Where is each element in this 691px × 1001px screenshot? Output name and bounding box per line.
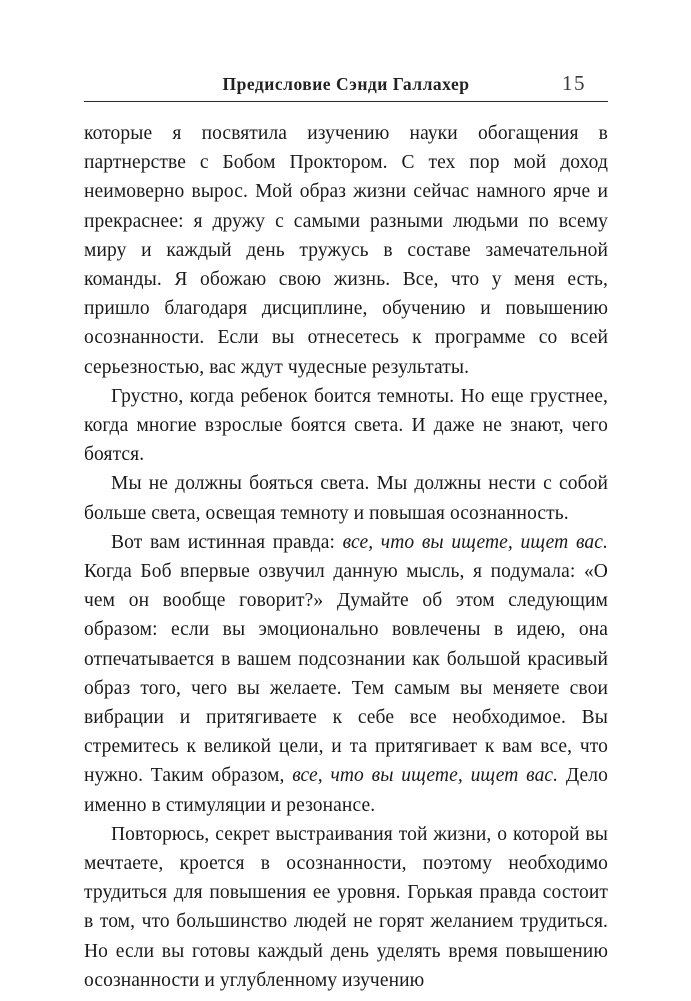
header-rule xyxy=(84,101,608,102)
text-segment: Дело именно в стимуляции и резонансе. xyxy=(84,765,608,816)
body-text xyxy=(84,119,608,995)
italic-text-segment: все, что вы ищете, ищет вас. xyxy=(292,765,559,787)
text-segment: Мы не должны бояться света. Мы должны нести с собой больше света, освещая темноту и повышая осознанность. xyxy=(84,473,608,524)
paragraph xyxy=(84,382,608,470)
text-segment: Когда Боб впервые озвучил данную мысль, я подумала: «О чем он вообще говорит?» Думайте об этом следующим образом: если вы эмоционально вовлечены в идею, она отпечатывается в вашем подсознании как большой красивый образ того, чего вы желаете. Тем самым вы меняете свои вибрации и притягиваете к себе все необходимое. Вы стремитесь к великой цели, и та притягивает к вам все, что нужно. Таким образом, xyxy=(84,561,608,787)
running-title: Предисловие Сэнди Галлахер xyxy=(222,74,470,94)
page-header xyxy=(84,71,608,100)
italic-text-segment: все, что вы ищете, ищет вас. xyxy=(342,531,608,553)
paragraph xyxy=(84,820,608,995)
text-segment: Вот вам истинная правда: xyxy=(111,531,343,553)
text-segment: которые я посвятила изучению науки обогащения в партнерстве с Бобом Проктором. С тех пор мой доход неимоверно вырос. Мой образ жизни сейчас намного ярче и прекраснее: я дружу с самыми разными людьми по всему миру и каждый день тружусь в составе замечательной команды. Я обожаю свою жизнь. Все, что у меня есть, пришло благодаря дисциплине, обучению и повышению осознанности. Если вы отнесетесь к программе со всей серьезностью, вас ждут чудесные результаты. xyxy=(84,123,608,378)
paragraph xyxy=(84,469,608,527)
page-number: 15 xyxy=(562,71,586,95)
paragraph xyxy=(84,528,608,820)
text-segment: Грустно, когда ребенок боится темноты. Но еще грустнее, когда многие взрослые боятся света. И даже не знают, чего боятся. xyxy=(84,385,608,466)
paragraph xyxy=(84,119,608,382)
text-segment: Повторюсь, секрет выстраивания той жизни, о которой вы мечтаете, кроется в осознанности, поэтому необходимо трудиться для повышения ее уровня. Горькая правда состоит в том, что большинство людей не горят желанием трудиться. Но если вы готовы каждый день уделять время повышению осознанности и углубленному изучению xyxy=(84,823,608,991)
